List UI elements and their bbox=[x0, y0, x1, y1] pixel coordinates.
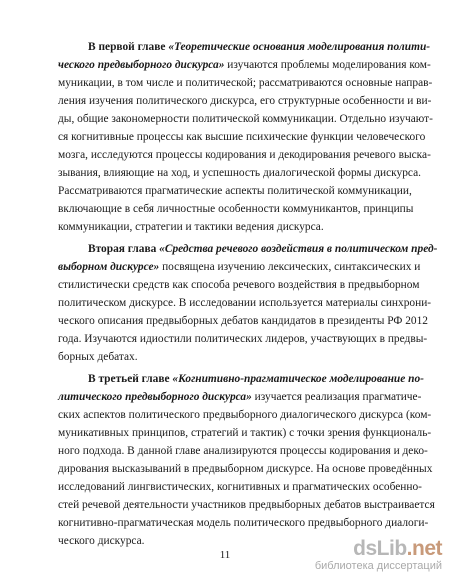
text-line bbox=[58, 390, 422, 404]
text-line bbox=[58, 332, 428, 346]
body-text: когнитивно-прагматическая модель политического предвыборного диалоги- bbox=[58, 517, 429, 529]
dslib-logo: dsLib.net bbox=[353, 537, 442, 560]
body-text: ления изучения политического дискурса, его структурные особенности и ви- bbox=[58, 95, 432, 107]
body-text: посвящена изучению лексических, синтаксических и bbox=[159, 261, 421, 273]
body-text: ческого описания предвыборных дебатов кандидатов в президенты РФ 2012 bbox=[58, 315, 428, 327]
body-text: ских аспектов политического предвыборного диалогического дискурса (ком- bbox=[58, 409, 432, 421]
watermark-subtitle: библиотека диссертаций bbox=[314, 560, 442, 572]
text-line bbox=[58, 58, 431, 72]
text-line bbox=[58, 516, 429, 530]
body-text: ся когнитивные процессы как высшие психические функции человеческого bbox=[58, 131, 426, 143]
text-line bbox=[58, 314, 428, 328]
emphasized-text: «Когнитивно-прагматическое моделирование по- bbox=[172, 373, 424, 385]
emphasized-text: В первой главе bbox=[88, 41, 169, 53]
body-text: ческого дискурса. bbox=[58, 535, 145, 547]
text-line bbox=[58, 498, 435, 512]
emphasized-text: Вторая глава bbox=[88, 243, 160, 255]
body-text: дирования высказываний в предвыборном дискурсе. На основе проведённых bbox=[58, 463, 433, 475]
body-text: изучаются проблемы моделирования ком- bbox=[224, 59, 431, 71]
body-text: коммуникации, стратегии и тактики ведения дискурса. bbox=[58, 221, 324, 233]
emphasized-text: «Теоретические основания моделирования полити- bbox=[168, 41, 431, 53]
dslib-watermark bbox=[292, 538, 442, 573]
text-line bbox=[58, 148, 431, 162]
body-text: муникации, в том числе и политической; рассматриваются основные направ- bbox=[58, 77, 433, 89]
body-text: Рассматриваются прагматические аспекты политической коммуникации, bbox=[58, 185, 412, 197]
text-line bbox=[58, 408, 432, 422]
body-text: стей речевой деятельности участников предвыборных дебатов выстраивается bbox=[58, 499, 435, 511]
body-text: ды, общие закономерности политической коммуникации. Отдельно изучают- bbox=[58, 113, 433, 125]
emphasized-text: В третьей главе bbox=[88, 373, 173, 385]
body-text: муникативных принципов, стратегий и тактик) с точки зрения функциональ- bbox=[58, 427, 432, 439]
text-line bbox=[58, 278, 420, 292]
emphasized-text: литического предвыборного дискурса» bbox=[58, 391, 252, 403]
text-line bbox=[58, 166, 422, 180]
text-line bbox=[58, 462, 433, 476]
body-text: мозга, исследуются процессы кодирования и декодирования речевого выска- bbox=[58, 149, 431, 161]
body-text: ного подхода. В данной главе анализируются процессы кодирования и деко- bbox=[58, 445, 428, 457]
text-line bbox=[58, 220, 398, 234]
body-text: включающие в себя личностные особенности коммуникантов, принципы bbox=[58, 203, 414, 215]
emphasized-text: ческого предвыборного дискурса» bbox=[58, 59, 225, 71]
text-line bbox=[58, 184, 412, 198]
body-text: изучается реализация прагматиче- bbox=[251, 391, 422, 403]
body-text: исследований лингвистических, когнитивных и прагматических особенно- bbox=[58, 481, 422, 493]
body-text: борных дебатах. bbox=[58, 351, 138, 363]
body-text: года. Изучаются идиостили политических лидеров, участвующих в предвы- bbox=[58, 333, 428, 345]
text-line bbox=[58, 94, 432, 108]
text-line bbox=[58, 444, 428, 458]
text-line bbox=[58, 296, 432, 310]
text-line bbox=[58, 350, 398, 364]
body-text: политическом дискурсе. В исследовании используется материалы синхрони- bbox=[58, 297, 432, 309]
emphasized-text: выборном дискурсе» bbox=[58, 261, 160, 273]
text-line bbox=[58, 76, 433, 90]
text-line bbox=[58, 130, 426, 144]
text-line bbox=[88, 372, 424, 386]
text-line bbox=[58, 260, 421, 274]
page-number: 11 bbox=[219, 549, 231, 561]
text-line bbox=[88, 40, 431, 54]
text-line bbox=[58, 112, 433, 126]
text-line bbox=[58, 202, 414, 216]
text-line bbox=[88, 242, 438, 256]
emphasized-text: «Средства речевого воздействия в политическом пред- bbox=[159, 243, 438, 255]
text-line bbox=[58, 480, 422, 494]
body-text: зывания, влияющие на ход, и успешность диалогической формы дискурса. bbox=[58, 167, 422, 179]
body-text: стилистически средств как способа речевого воздействия в предвыборном bbox=[58, 279, 420, 291]
text-line bbox=[58, 426, 432, 440]
